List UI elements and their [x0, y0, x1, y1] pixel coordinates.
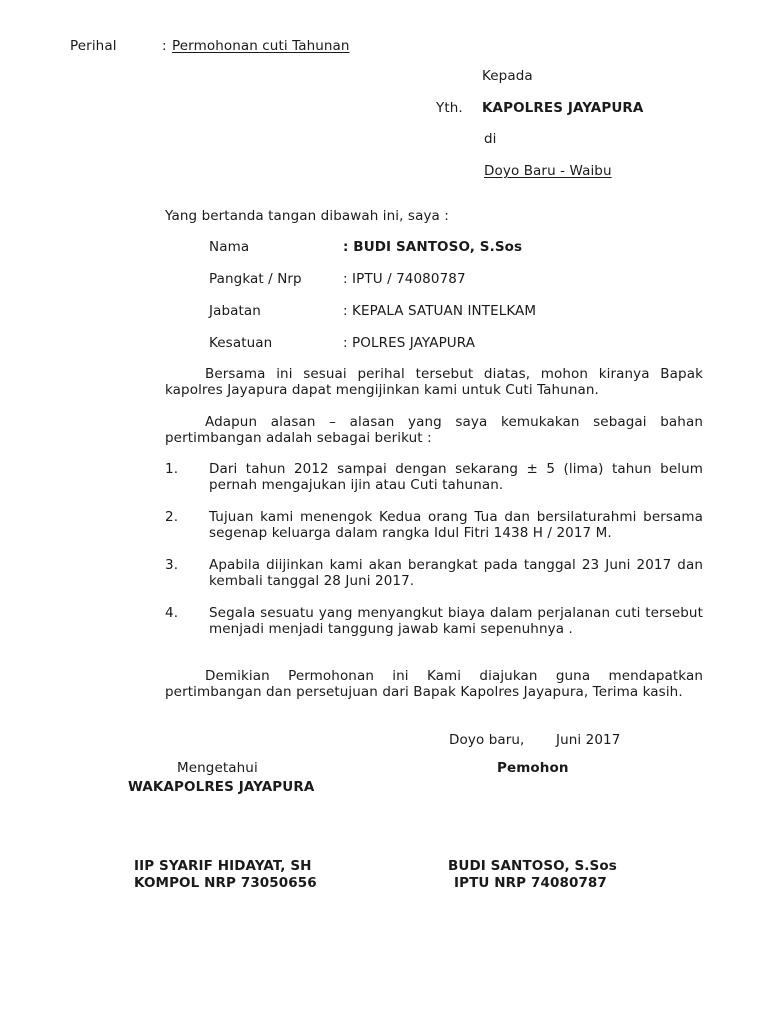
- perihal-colon: :: [162, 38, 167, 54]
- identity-value-nama: : BUDI SANTOSO, S.Sos: [343, 239, 523, 255]
- signature-left-heading: Mengetahui: [177, 760, 258, 776]
- date-month-year: Juni 2017: [556, 732, 621, 748]
- identity-value-kesatuan: : POLRES JAYAPURA: [343, 335, 476, 351]
- signature-right-name: BUDI SANTOSO, S.Sos: [448, 858, 617, 874]
- reason-text: Segala sesuatu yang menyangkut biaya dalam perjalanan cuti tersebut menjadi menjadi tanggung jawab kami sepenuhnya .: [209, 605, 703, 637]
- identity-value-pangkat: : IPTU / 74080787: [343, 271, 466, 287]
- paragraph-request: Bersama ini sesuai perihal tersebut diatas, mohon kiranya Bapak kapolres Jayapura dapat mengijinkan kami untuk Cuti Tahunan.: [165, 366, 703, 398]
- signature-right-heading: Pemohon: [497, 760, 569, 776]
- signature-left-title: WAKAPOLRES JAYAPURA: [128, 779, 315, 795]
- reason-text: Tujuan kami menengok Kedua orang Tua dan bersilaturahmi bersama segenap keluarga dalam rangka Idul Fitri 1438 H / 2017 M.: [209, 509, 703, 541]
- identity-value-jabatan: : KEPALA SATUAN INTELKAM: [343, 303, 537, 319]
- perihal-label: Perihal: [70, 38, 117, 54]
- perihal-value: Permohonan cuti Tahunan: [172, 38, 350, 54]
- recipient-di: di: [484, 131, 497, 147]
- date-place: Doyo baru,: [449, 732, 525, 748]
- reason-number: 1.: [165, 461, 179, 477]
- paragraph-closing: Demikian Permohonan ini Kami diajukan guna mendapatkan pertimbangan dan persetujuan dari Bapak Kapolres Jayapura, Terima kasih.: [165, 668, 703, 700]
- identity-label-nama: Nama: [209, 239, 250, 255]
- recipient-kepada: Kepada: [482, 68, 533, 84]
- reason-number: 2.: [165, 509, 179, 525]
- paragraph-reasons-intro: Adapun alasan – alasan yang saya kemukakan sebagai bahan pertimbangan adalah sebagai berikut :: [165, 414, 703, 446]
- intro-text: Yang bertanda tangan dibawah ini, saya :: [165, 208, 449, 224]
- reason-text: Dari tahun 2012 sampai dengan sekarang ± 5 (lima) tahun belum pernah mengajukan ijin atau Cuti tahunan.: [209, 461, 703, 493]
- signature-left-rank: KOMPOL NRP 73050656: [134, 875, 317, 891]
- reason-text: Apabila diijinkan kami akan berangkat pada tanggal 23 Juni 2017 dan kembali tanggal 28 Juni 2017.: [209, 557, 703, 589]
- recipient-place: Doyo Baru - Waibu: [484, 163, 612, 179]
- identity-label-pangkat: Pangkat / Nrp: [209, 271, 302, 287]
- signature-left-name: IIP SYARIF HIDAYAT, SH: [134, 858, 312, 874]
- reason-number: 3.: [165, 557, 179, 573]
- identity-label-jabatan: Jabatan: [209, 303, 261, 319]
- recipient-name: KAPOLRES JAYAPURA: [482, 100, 644, 116]
- reason-number: 4.: [165, 605, 179, 621]
- signature-right-rank: IPTU NRP 74080787: [454, 875, 607, 891]
- recipient-yth: Yth.: [436, 100, 463, 116]
- identity-label-kesatuan: Kesatuan: [209, 335, 273, 351]
